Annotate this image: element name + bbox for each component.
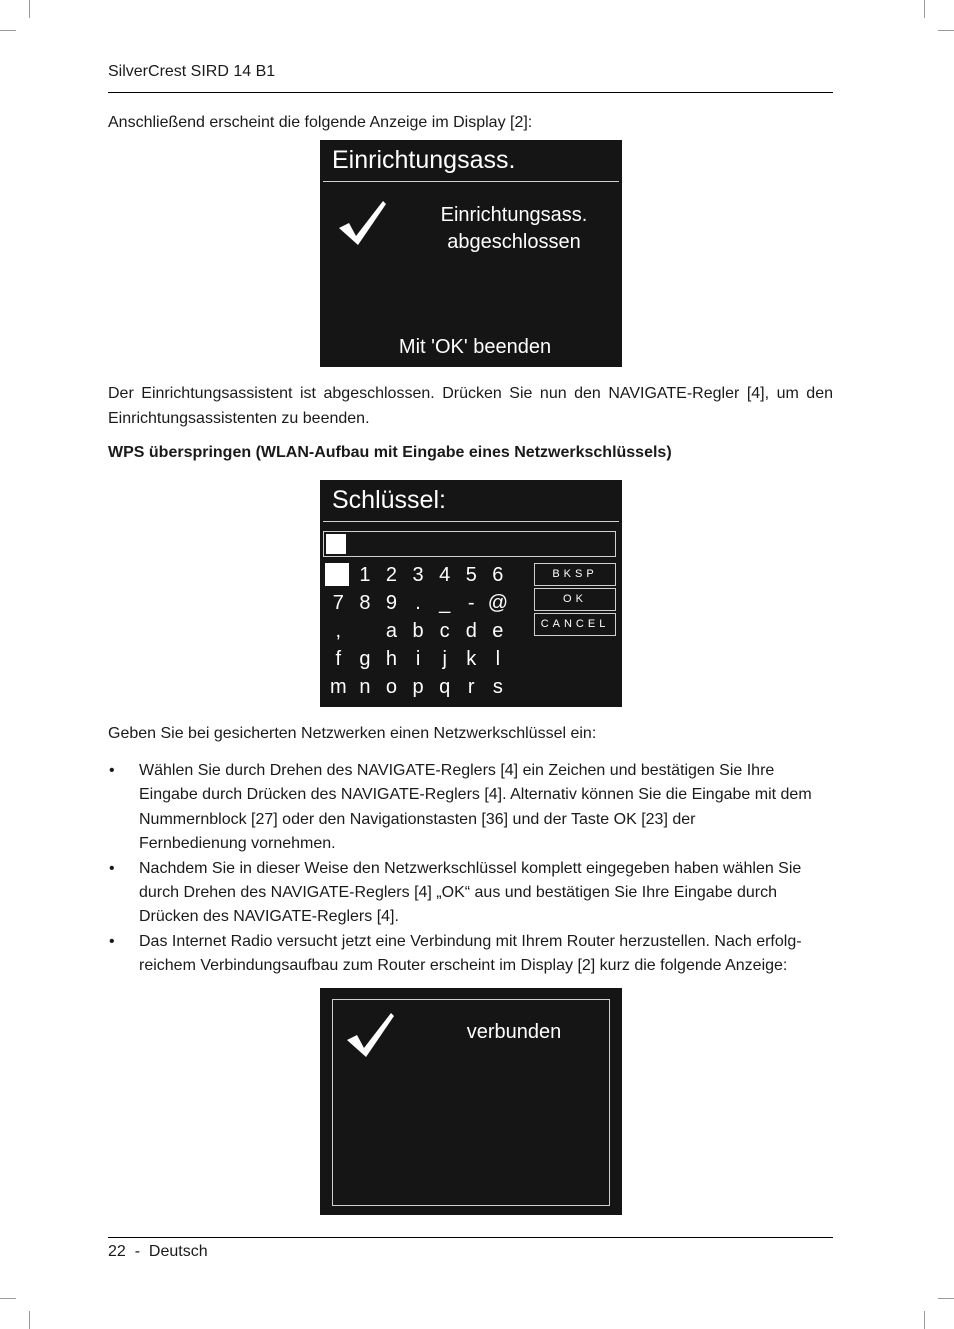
key[interactable]: k	[466, 648, 477, 670]
key[interactable]: q	[439, 676, 451, 698]
key[interactable]: n	[359, 676, 371, 698]
crop-mark	[924, 0, 925, 18]
display-setup-complete	[320, 140, 622, 367]
ok-key[interactable]: OK	[534, 588, 616, 611]
key[interactable]: r	[467, 676, 475, 698]
key[interactable]	[352, 618, 379, 646]
key[interactable]: 3	[412, 564, 424, 586]
key[interactable]: ,	[335, 620, 342, 642]
list-item-line: Eingabe durch Drücken des NAVIGATE-Reglers [4]. Alternativ können Sie die Eingabe mit dem	[139, 786, 812, 804]
list-item-line: Nachdem Sie in dieser Weise den Netzwerkschlüssel komplett eingegeben haben wählen Sie	[139, 859, 802, 877]
checkmark-icon	[344, 1010, 396, 1060]
screen-title: Schlüssel:	[332, 486, 446, 514]
key[interactable]: s	[492, 676, 503, 698]
title-divider	[323, 521, 619, 522]
list-item-line: reichem Verbindungsaufbau zum Router erscheint im Display [2] kurz die folgende Anzeige:	[139, 957, 788, 975]
key[interactable]: 1	[359, 564, 371, 586]
checkmark-icon	[336, 198, 388, 248]
crop-mark	[938, 30, 954, 31]
running-header: SilverCrest SIRD 14 B1	[108, 63, 276, 80]
list-item	[108, 857, 836, 930]
paragraph-enter-key: Geben Sie bei gesicherten Netzwerken einen Netzwerkschlüssel ein:	[108, 725, 597, 742]
key[interactable]: d	[465, 620, 477, 642]
key[interactable]: b	[412, 620, 424, 642]
list-item-line: Fernbedienung vornehmen.	[139, 835, 336, 853]
intro-text: Anschließend erscheint die folgende Anzeige im Display [2]:	[108, 114, 533, 131]
key[interactable]: 5	[465, 564, 477, 586]
header-rule	[108, 92, 833, 93]
key[interactable]: h	[385, 648, 398, 670]
crop-mark	[938, 1298, 954, 1299]
cancel-key[interactable]: CANCEL	[534, 613, 616, 636]
footer-language: Deutsch	[148, 1243, 208, 1260]
list-item	[108, 930, 836, 979]
key[interactable]: -	[467, 592, 475, 614]
key[interactable]: 6	[492, 564, 504, 586]
list-item-line: Das Internet Radio versucht jetzt eine Verbindung mit Ihrem Router herzustellen. Nach erfolg-	[139, 932, 802, 950]
setup-complete-message	[424, 202, 604, 256]
key[interactable]: g	[359, 648, 371, 670]
bullet-icon: •	[109, 762, 115, 779]
key[interactable]: j	[442, 648, 447, 670]
crop-mark	[29, 1311, 30, 1329]
key[interactable]: a	[385, 620, 398, 642]
list-item-line: Nummernblock [27] oder den Navigationstasten [36] und der Taste OK [23] der	[139, 810, 696, 828]
key[interactable]: .	[415, 592, 421, 614]
crop-mark	[0, 30, 16, 31]
list-item-line: Drücken des NAVIGATE-Reglers [4].	[139, 908, 399, 926]
display-key-entry	[320, 480, 622, 707]
crop-mark	[0, 1298, 16, 1299]
backspace-key[interactable]: BKSP	[534, 563, 616, 586]
list-item-line: durch Drehen des NAVIGATE-Reglers [4] „OK“ aus und bestätigen Sie Ihre Eingabe durch	[139, 884, 777, 902]
key[interactable]: 9	[385, 592, 398, 614]
text-cursor	[326, 534, 346, 554]
character-keypad	[325, 562, 527, 702]
ok-hint: Mit 'OK' beenden	[398, 336, 552, 358]
key-input-field[interactable]	[323, 531, 616, 557]
key[interactable]: c	[439, 620, 450, 642]
key[interactable]: 4	[439, 564, 451, 586]
key-selected[interactable]	[325, 563, 349, 586]
key[interactable]: @	[487, 592, 509, 614]
title-divider	[323, 181, 619, 182]
paragraph-setup-complete: Der Einrichtungsassistent ist abgeschlossen. Drücken Sie nun den NAVIGATE-Regler [4], um den Einrichtungsassistenten zu beenden.	[108, 385, 833, 427]
key[interactable]: o	[385, 676, 398, 698]
instruction-list	[108, 759, 836, 979]
screen-title: Einrichtungsass.	[332, 146, 516, 174]
display-connected	[320, 988, 622, 1215]
key[interactable]: 7	[332, 592, 344, 614]
key[interactable]: _	[439, 592, 451, 614]
page-footer	[108, 1243, 208, 1261]
message-line: Einrichtungsass.	[440, 204, 588, 226]
key[interactable]: f	[335, 648, 342, 670]
key[interactable]: p	[412, 676, 424, 698]
connected-message: verbunden	[466, 1021, 562, 1043]
key[interactable]: i	[415, 648, 421, 670]
key[interactable]: e	[492, 620, 504, 642]
page-number: 22	[108, 1243, 126, 1260]
bullet-icon: •	[109, 932, 115, 950]
crop-mark	[29, 0, 30, 18]
key[interactable]: m	[329, 676, 347, 698]
crop-mark	[924, 1311, 925, 1329]
footer-rule	[108, 1237, 833, 1238]
bullet-icon: •	[109, 859, 115, 877]
message-line: abgeschlossen	[447, 231, 581, 253]
key[interactable]: l	[495, 648, 501, 670]
key[interactable]: 2	[385, 564, 398, 586]
list-item	[108, 759, 836, 857]
footer-separator: -	[134, 1243, 141, 1260]
section-heading: WPS überspringen (WLAN-Aufbau mit Eingabe eines Netzwerkschlüssels)	[108, 444, 672, 461]
key[interactable]: 8	[359, 592, 371, 614]
list-item-line: Wählen Sie durch Drehen des NAVIGATE-Reglers [4] ein Zeichen und bestätigen Sie Ihre	[139, 762, 775, 779]
